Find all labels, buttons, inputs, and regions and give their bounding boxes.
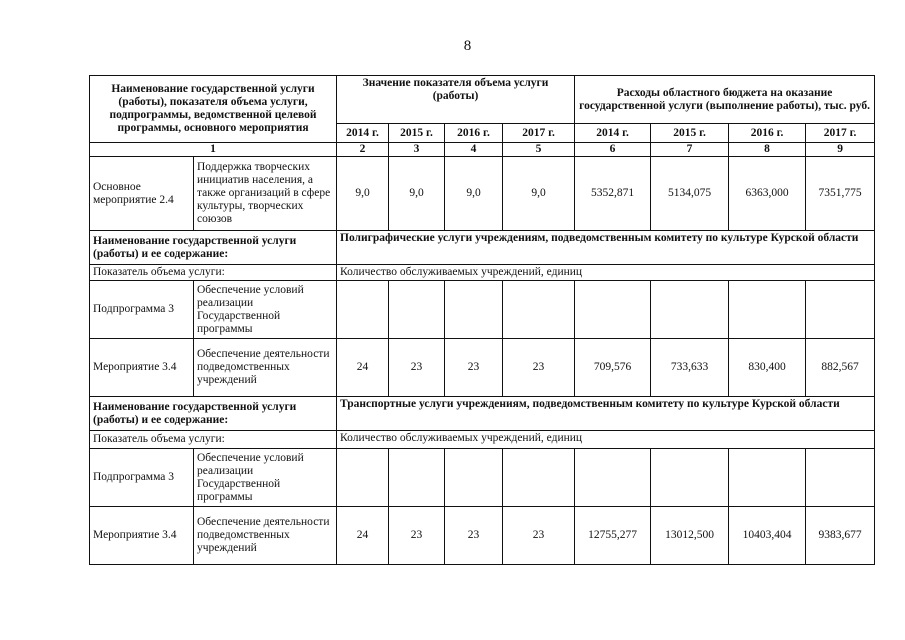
table-row: [90, 231, 875, 265]
page-number: 8: [463, 38, 472, 54]
value-cell: 23: [445, 339, 503, 397]
value-cell: 10403,404: [729, 507, 806, 565]
value-cell: 830,400: [729, 339, 806, 397]
value-cell: 12755,277: [575, 507, 651, 565]
value-cell: 23: [389, 339, 445, 397]
value-cell: 23: [389, 507, 445, 565]
column-number: 5: [503, 143, 575, 157]
service-name-value: Полиграфические услуги учреждениям, подведомственным комитету по культуре Курской области: [337, 231, 875, 265]
row-label: Мероприятие 3.4: [90, 507, 194, 565]
value-cell: 9,0: [337, 157, 389, 231]
year-header: 2015 г.: [389, 124, 445, 143]
row-label: Подпрограмма 3: [90, 281, 194, 339]
table-row: [90, 449, 875, 507]
year-header: 2015 г.: [651, 124, 729, 143]
service-name-label: Наименование государственной услуги (работы) и ее содержание:: [90, 231, 337, 265]
column-number: 2: [337, 143, 389, 157]
indicator-label: Показатель объема услуги:: [90, 431, 337, 449]
row-description: Обеспечение условий реализации Государственной программы: [194, 449, 337, 507]
column-number: 6: [575, 143, 651, 157]
column-number: 4: [445, 143, 503, 157]
value-cell: 7351,775: [806, 157, 875, 231]
value-cell: 24: [337, 507, 389, 565]
value-cell: 23: [503, 339, 575, 397]
column-number: 8: [729, 143, 806, 157]
year-header: 2016 г.: [445, 124, 503, 143]
year-header: 2014 г.: [337, 124, 389, 143]
header-volume-cell: Значение показателя объема услуги (работы): [337, 76, 575, 124]
value-cell: 6363,000: [729, 157, 806, 231]
table-row: [90, 431, 875, 449]
value-cell: 23: [503, 507, 575, 565]
indicator-value: Количество обслуживаемых учреждений, единиц: [337, 265, 875, 281]
table-row: [90, 157, 875, 231]
service-name-label: Наименование государственной услуги (работы) и ее содержание:: [90, 397, 337, 431]
indicator-label: Показатель объема услуги:: [90, 265, 337, 281]
year-header: 2017 г.: [806, 124, 875, 143]
value-cell: 24: [337, 339, 389, 397]
value-cell: 9,0: [389, 157, 445, 231]
column-number: 1: [90, 143, 337, 157]
row-label: Основное мероприятие 2.4: [90, 157, 194, 231]
column-number: 3: [389, 143, 445, 157]
table-row: [90, 339, 875, 397]
indicator-value: Количество обслуживаемых учреждений, единиц: [337, 431, 875, 449]
value-cell: 733,633: [651, 339, 729, 397]
column-number: 7: [651, 143, 729, 157]
table-row: [90, 397, 875, 431]
column-number: 9: [806, 143, 875, 157]
row-description: Обеспечение деятельности подведомственных учреждений: [194, 507, 337, 565]
value-cell: 23: [445, 507, 503, 565]
table-row: [90, 265, 875, 281]
table-row: [90, 507, 875, 565]
header-expenses-cell: Расходы областного бюджета на оказание государственной услуги (выполнение работы), тыс. руб.: [575, 76, 875, 124]
value-cell: 5352,871: [575, 157, 651, 231]
row-description: Обеспечение деятельности подведомственных учреждений: [194, 339, 337, 397]
value-cell: 709,576: [575, 339, 651, 397]
header-name-cell: Наименование государственной услуги (работы), показателя объема услуги, подпрограммы, ведомственной целевой программы, основного мероприятия: [90, 76, 337, 143]
value-cell: 9,0: [445, 157, 503, 231]
services-table: [89, 75, 875, 565]
value-cell: 9,0: [503, 157, 575, 231]
row-description: Обеспечение условий реализации Государственной программы: [194, 281, 337, 339]
value-cell: 13012,500: [651, 507, 729, 565]
row-description: Поддержка творческих инициатив населения, а также организаций в сфере культуры, творческих союзов: [194, 157, 337, 231]
table-row: [90, 281, 875, 339]
row-label: Подпрограмма 3: [90, 449, 194, 507]
row-label: Мероприятие 3.4: [90, 339, 194, 397]
year-header: 2014 г.: [575, 124, 651, 143]
year-header: 2017 г.: [503, 124, 575, 143]
service-name-value: Транспортные услуги учреждениям, подведомственным комитету по культуре Курской области: [337, 397, 875, 431]
year-header: 2016 г.: [729, 124, 806, 143]
value-cell: 882,567: [806, 339, 875, 397]
value-cell: 5134,075: [651, 157, 729, 231]
value-cell: 9383,677: [806, 507, 875, 565]
